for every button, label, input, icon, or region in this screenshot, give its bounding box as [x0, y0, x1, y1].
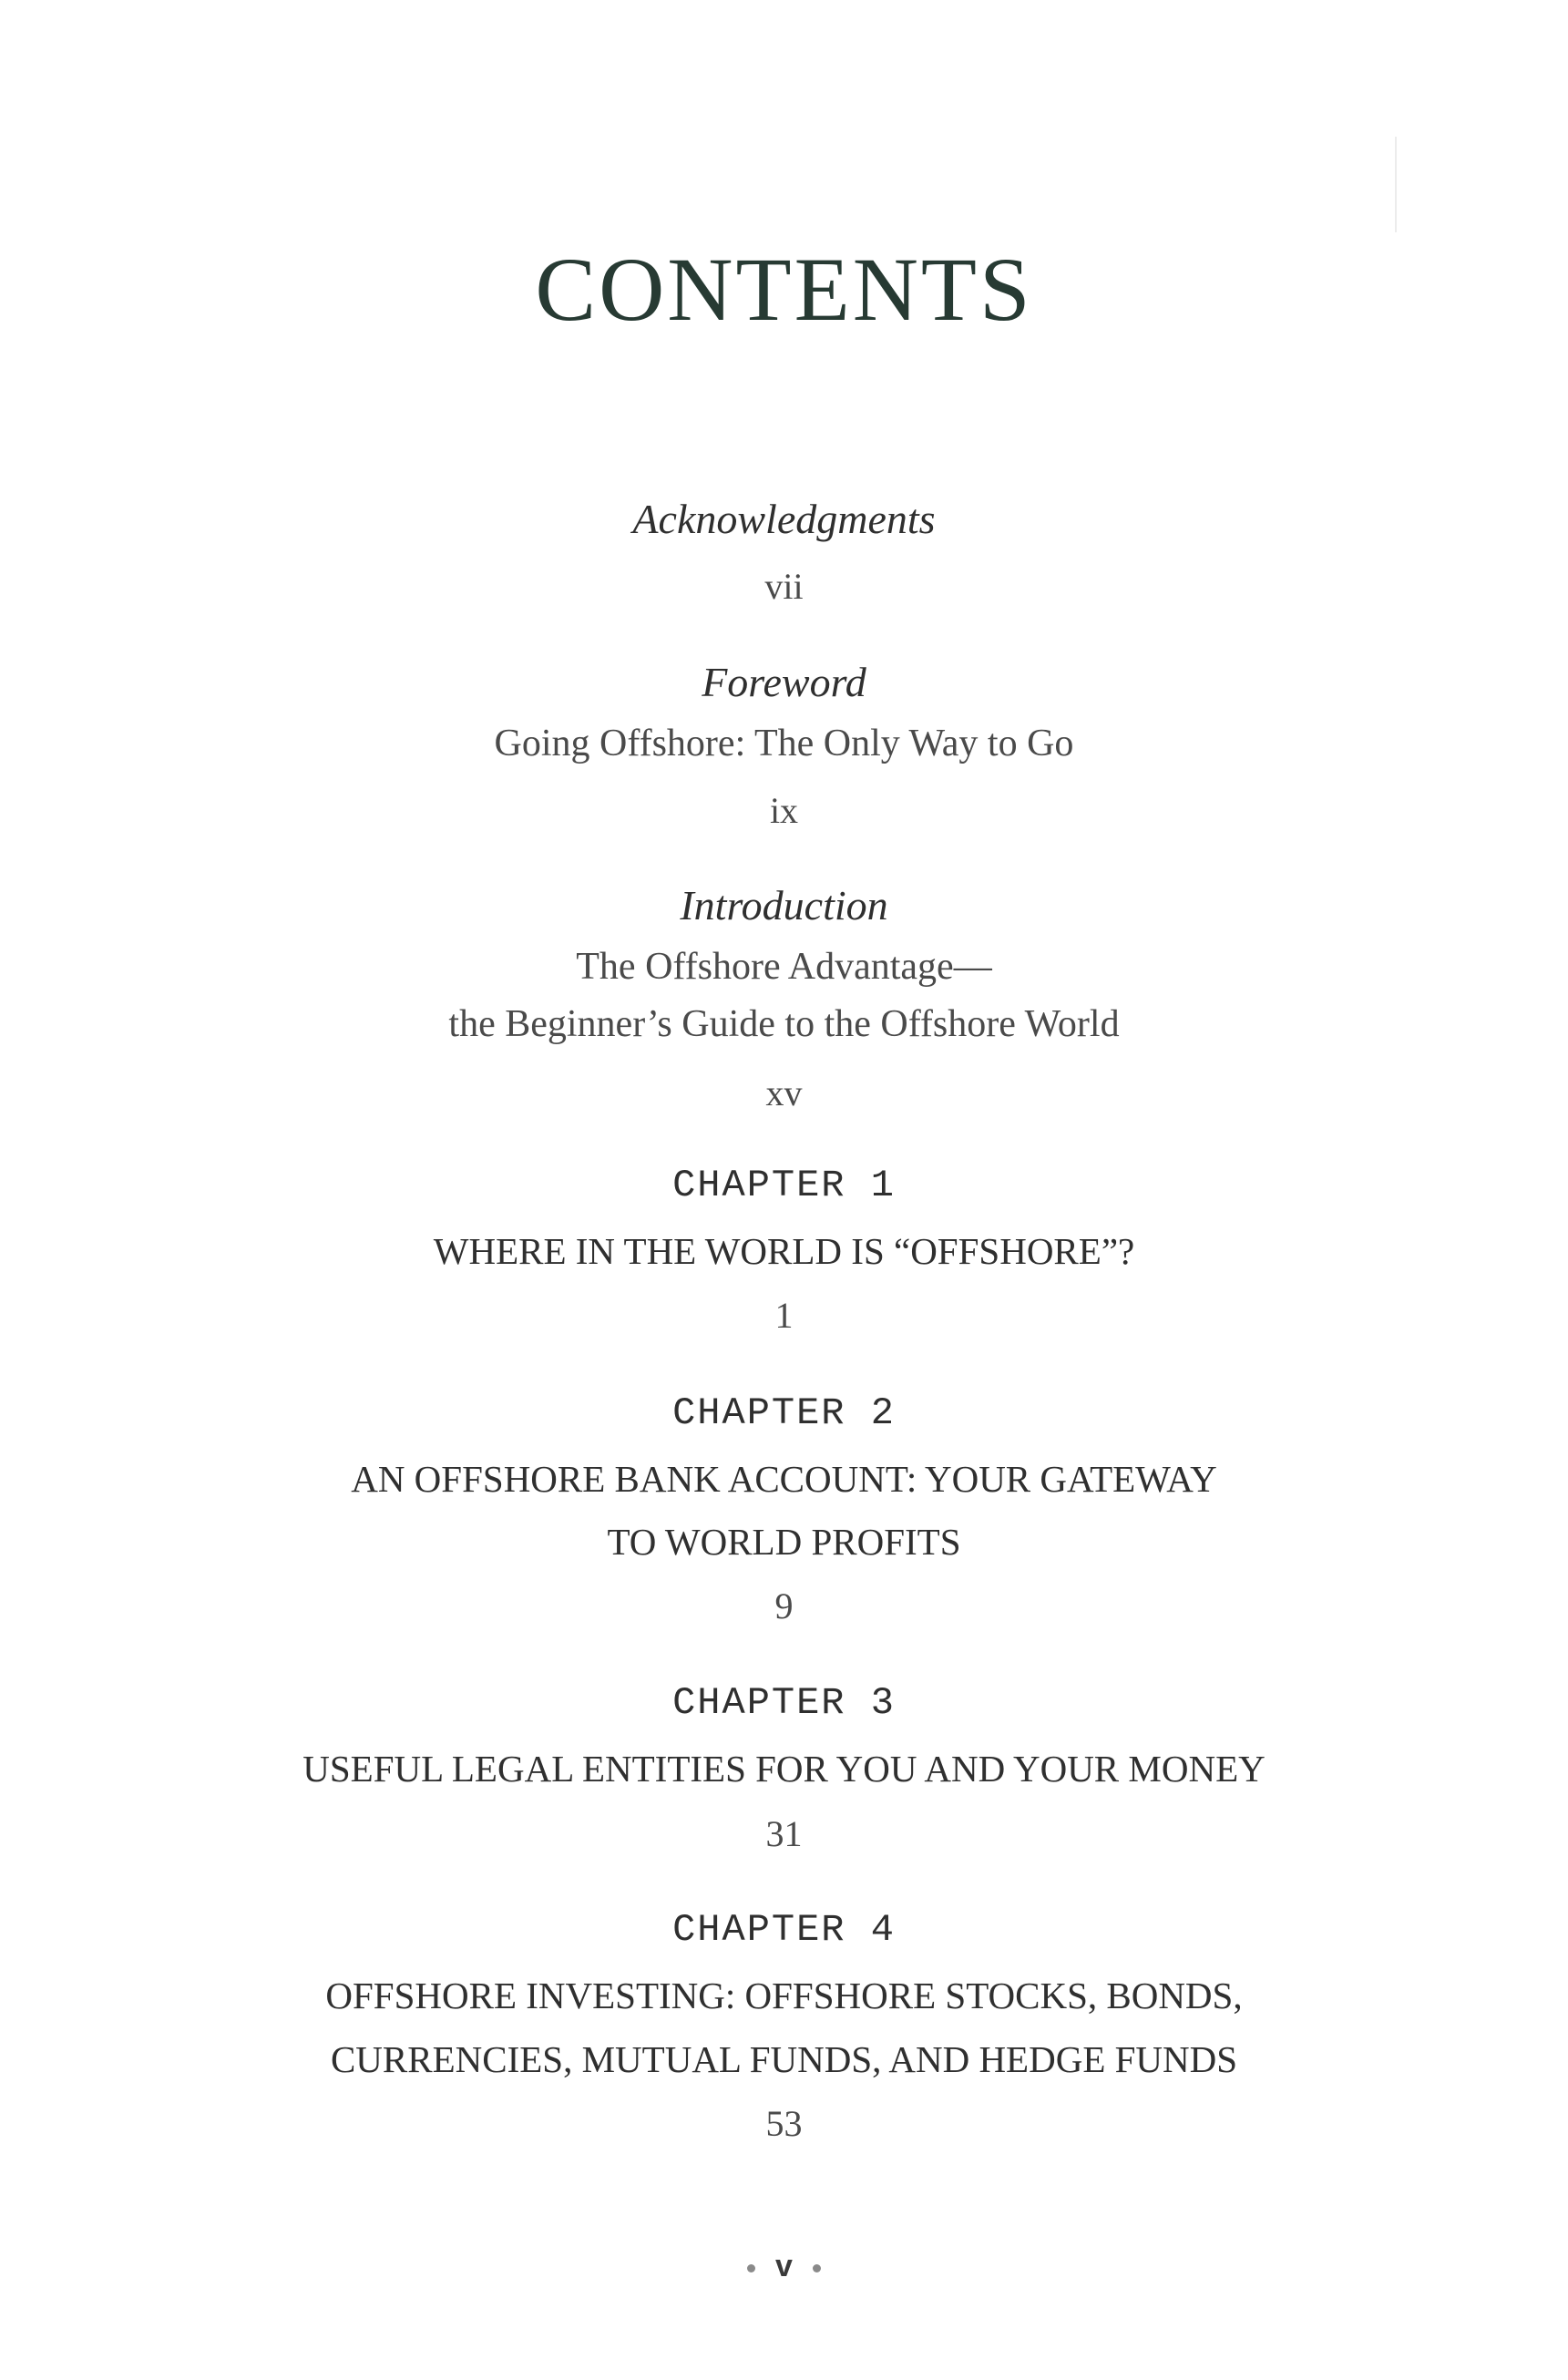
chapter-page: 9 [774, 1585, 794, 1626]
page-folio [0, 2251, 1568, 2282]
chapter-page: 31 [765, 1813, 803, 1854]
page-title: CONTENTS [535, 239, 1033, 340]
chapter-page: 53 [765, 2103, 803, 2144]
toc-entry-page: vii [764, 566, 804, 607]
chapter-title: CURRENCIES, MUTUAL FUNDS, AND HEDGE FUNDS [330, 2038, 1238, 2080]
toc-entry-title: Introduction [680, 882, 888, 928]
chapter-title: USEFUL LEGAL ENTITIES FOR YOU AND YOUR MONEY [302, 1748, 1266, 1790]
bullet-icon [813, 2264, 821, 2272]
chapter-label: CHAPTER 2 [672, 1391, 896, 1435]
chapter-title: WHERE IN THE WORLD IS “OFFSHORE”? [433, 1230, 1135, 1272]
scan-edge-mark [1395, 137, 1397, 232]
chapter-title: TO WORLD PROFITS [607, 1521, 961, 1563]
toc-entry-title: Acknowledgments [632, 496, 936, 542]
chapter-title: OFFSHORE INVESTING: OFFSHORE STOCKS, BONDS, [325, 1975, 1243, 2016]
chapter-title: AN OFFSHORE BANK ACCOUNT: YOUR GATEWAY [351, 1458, 1217, 1500]
toc-entry-page: xv [765, 1072, 803, 1113]
chapter-label: CHAPTER 3 [672, 1681, 896, 1725]
toc-entry-subtitle: the Beginner’s Guide to the Offshore World [448, 1003, 1120, 1045]
chapter-label: CHAPTER 4 [672, 1908, 896, 1952]
folio-number: v [775, 2249, 793, 2283]
chapter-label: CHAPTER 1 [672, 1164, 896, 1207]
toc-entry-subtitle: The Offshore Advantage— [576, 946, 992, 988]
toc-entry-subtitle: Going Offshore: The Only Way to Go [494, 723, 1074, 764]
bullet-icon [747, 2264, 755, 2272]
toc-entry-title: Foreword [702, 659, 866, 705]
chapter-page: 1 [774, 1295, 794, 1336]
toc-entry-page: ix [769, 790, 799, 831]
